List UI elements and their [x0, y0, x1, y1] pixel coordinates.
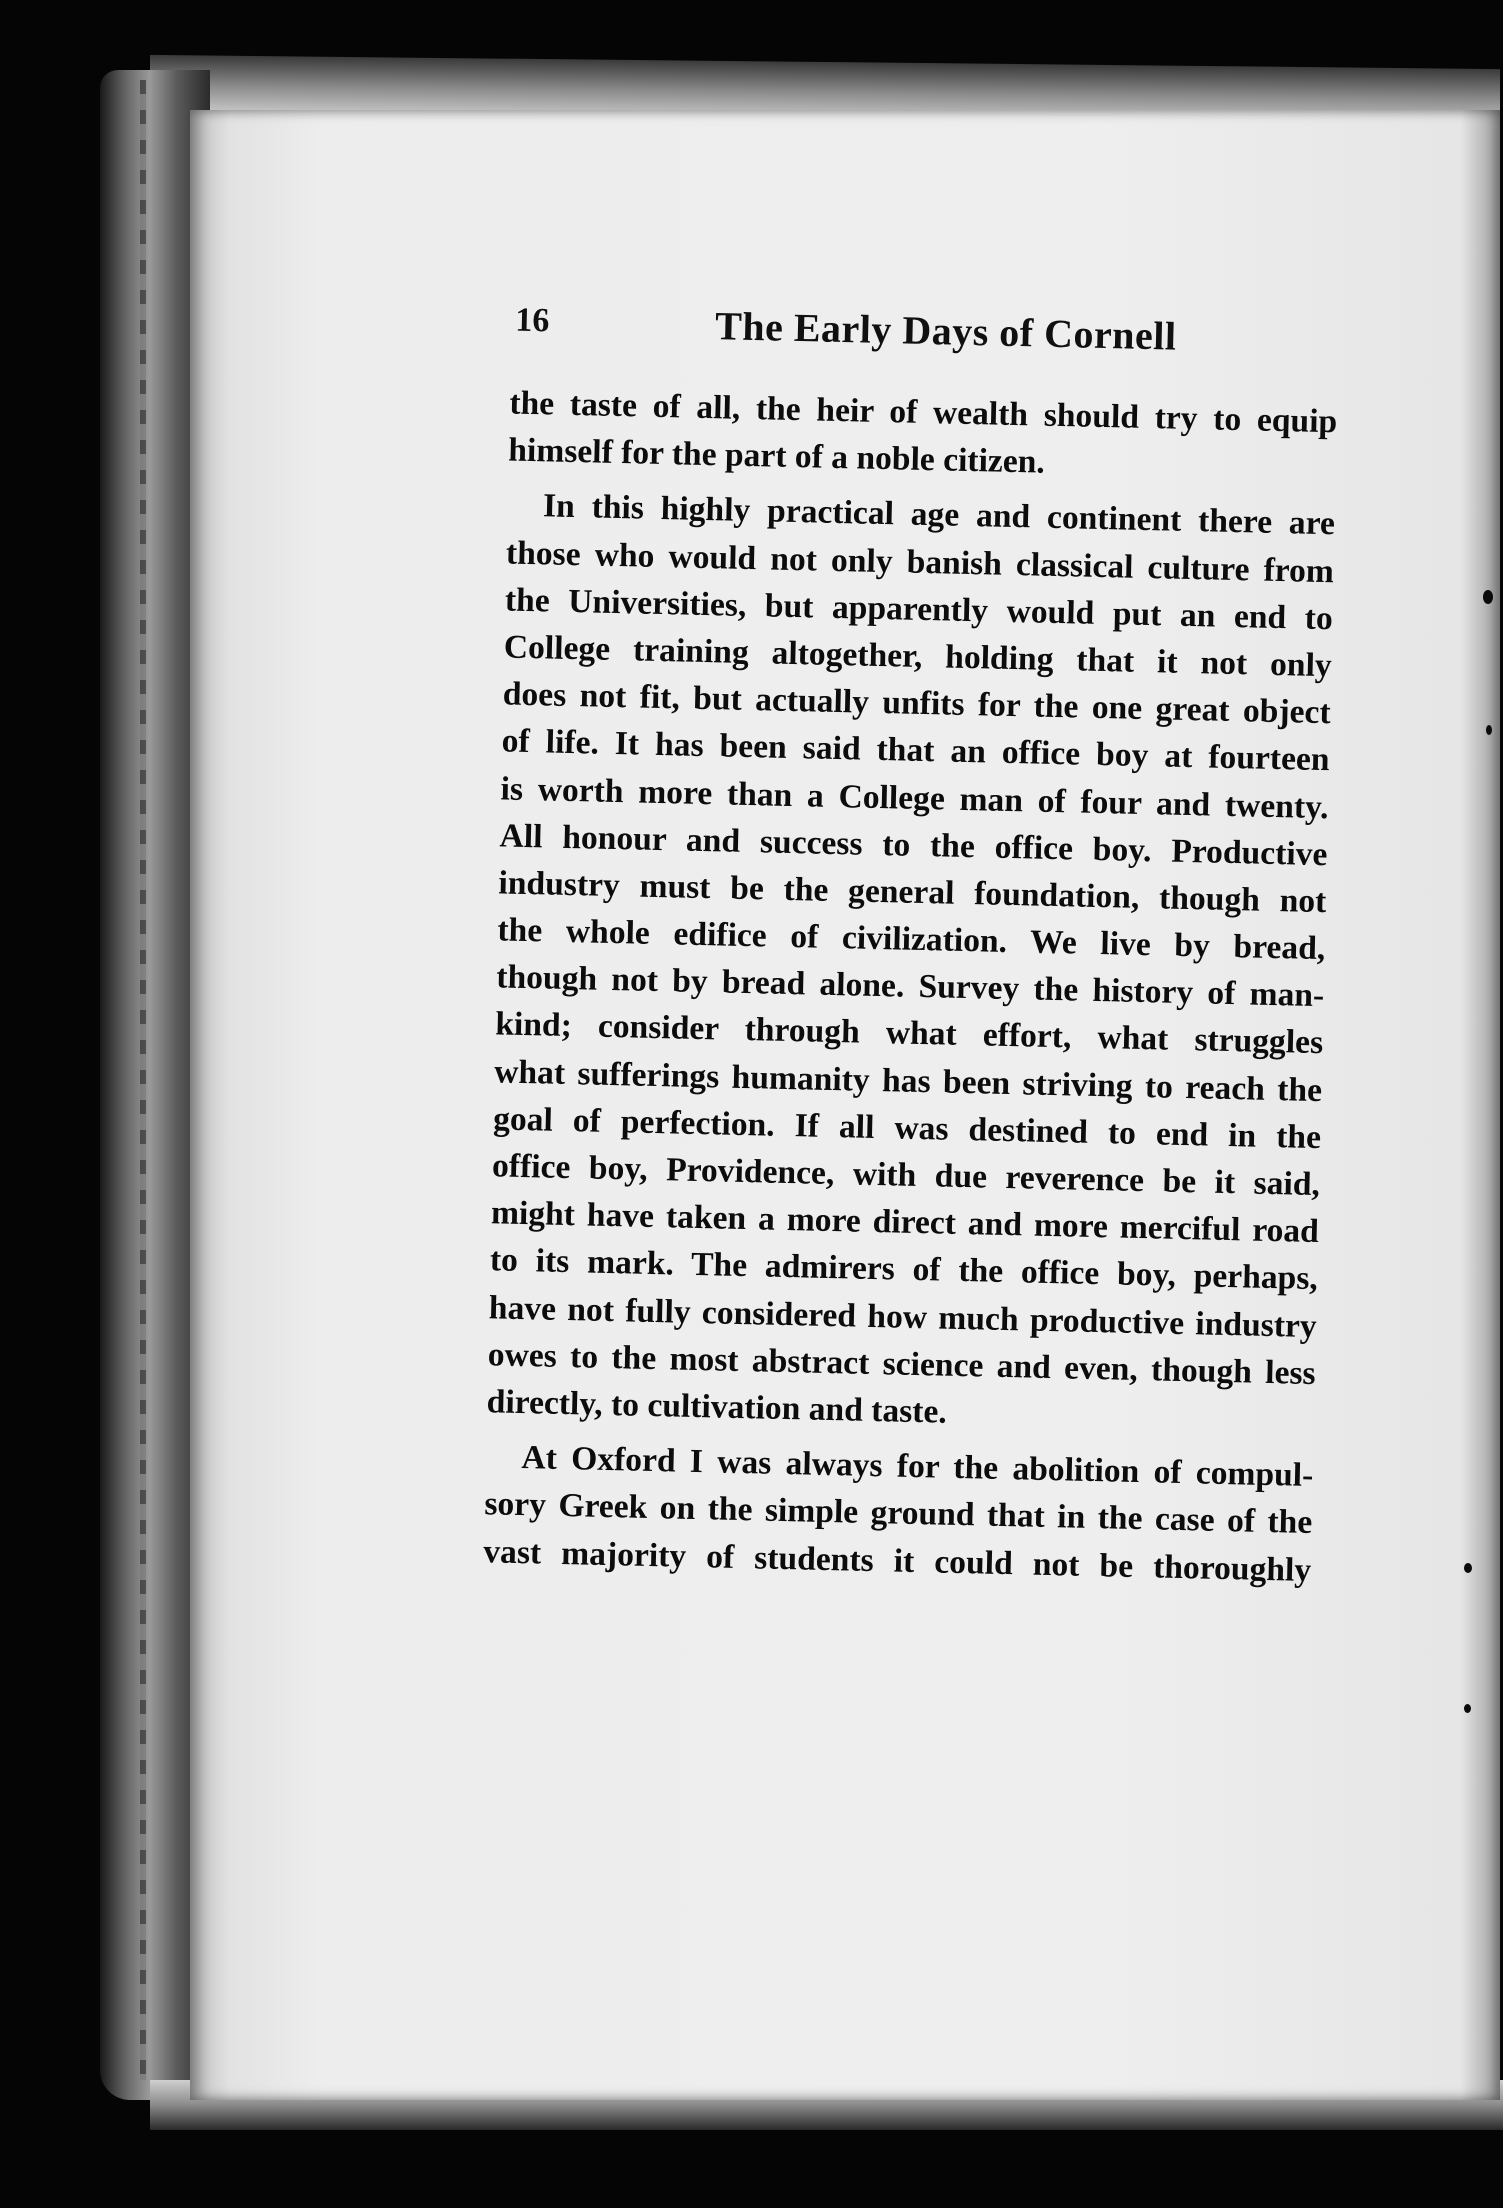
text-line: At Oxford I was always for the abolition of compul-	[521, 1439, 1314, 1495]
page-content	[163, 97, 1503, 2116]
running-title: The Early Days of Cornell	[714, 303, 1178, 359]
scan-speck	[1486, 725, 1492, 735]
text-line: what sufferings humanity has been striving to reach the	[493, 1052, 1323, 1109]
text-line: have not fully considered how much productive industry	[488, 1288, 1318, 1345]
text-line: to its mark. The admirers of the office boy, perhaps,	[489, 1241, 1319, 1298]
text-line: the Universities, but apparently would put an end to	[504, 581, 1334, 637]
text-line: himself for the part of a noble citizen.	[507, 431, 1046, 481]
text-line: sory Greek on the simple ground that in the case of the	[484, 1485, 1313, 1542]
paragraph-3	[483, 1433, 1314, 1593]
text-line: of life. It has been said that an office boy at fourteen	[501, 722, 1330, 779]
text-line: In this highly practical age and continent there are	[542, 487, 1336, 543]
text-line: might have taken a more direct and more merciful road	[490, 1194, 1320, 1251]
page-number: 16	[514, 301, 550, 340]
text-line: goal of perfection. If all was destined to end in the	[492, 1100, 1322, 1156]
scan-speck	[1464, 1563, 1472, 1573]
page-header	[514, 302, 1335, 381]
text-line: though not by bread alone. Survey the history of man-	[495, 958, 1325, 1015]
paragraph-2	[486, 482, 1335, 1444]
paragraph-1	[508, 380, 1338, 493]
text-line: the whole edifice of civilization. We live by bread,	[497, 911, 1326, 968]
book-page	[190, 110, 1500, 2100]
text-line: owes to the most abstract science and even, though less	[487, 1336, 1317, 1392]
text-line: those who would not only banish classical culture from	[505, 534, 1335, 590]
text-line: office boy, Providence, with due reverence be it said,	[491, 1147, 1321, 1204]
text-line: is worth more than a College man of four and twenty.	[500, 769, 1329, 826]
text-line: directly, to cultivation and taste.	[486, 1383, 948, 1431]
body-text	[483, 380, 1338, 1594]
text-line: vast majority of students it could not be thoroughly	[482, 1532, 1312, 1589]
scan-speck	[1464, 1704, 1471, 1713]
text-line: College training altogether, holding that it not only	[503, 628, 1333, 685]
text-line: does not fit, but actually unfits for the one great object	[502, 675, 1332, 732]
text-line: the taste of all, the heir of wealth should try to equip	[509, 384, 1338, 441]
scan-speck	[1483, 590, 1493, 604]
text-line: All honour and success to the office boy. Productive	[499, 817, 1328, 873]
text-line: kind; consider through what effort, what struggles	[494, 1005, 1324, 1062]
text-line: industry must be the general foundation, though not	[498, 864, 1327, 921]
